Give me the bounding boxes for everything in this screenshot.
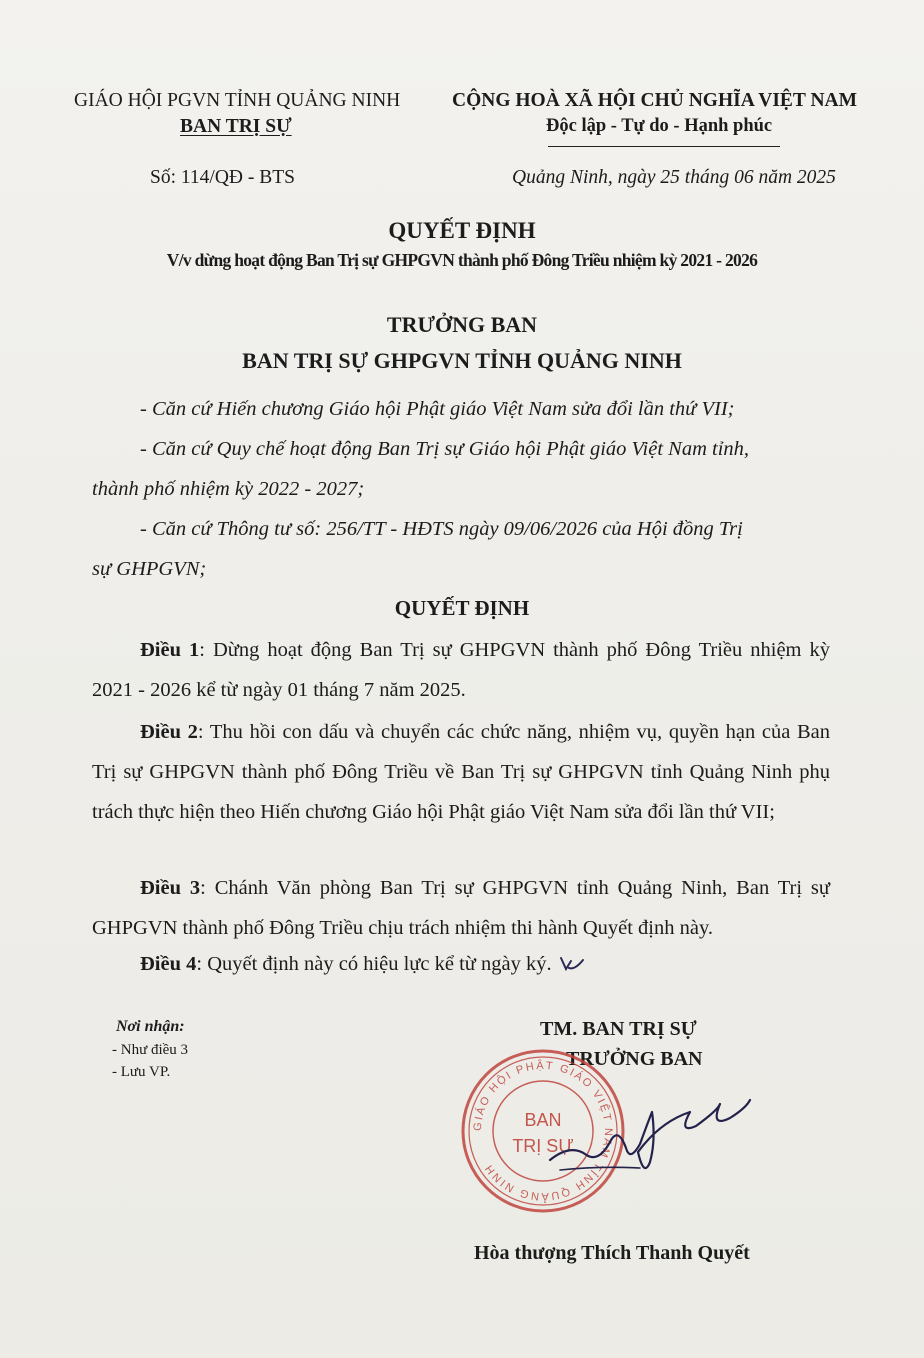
article-3-text: : Chánh Văn phòng Ban Trị sự GHPGVN tỉnh Quảng Ninh, Ban Trị sự GHPGVN thành phố Đông Triều chịu trách nhiệm thi hành Quyết định này. bbox=[92, 877, 831, 939]
article-3 bbox=[92, 868, 830, 948]
article-2-text: : Thu hồi con dấu và chuyển các chức năng, nhiệm vụ, quyền hạn của Ban Trị sự GHPGVN thành phố Đông Triều về Ban Trị sự GHPGVN tỉnh Quảng Ninh phụ trách thực hiện theo Hiến chương Giáo hội Phật giáo Việt Nam sửa đổi lần thứ VII; bbox=[92, 721, 831, 823]
article-4-label: Điều 4 bbox=[140, 953, 197, 975]
article-3-label: Điều 3 bbox=[140, 877, 201, 899]
basis-3-line2: sự GHPGVN; bbox=[92, 558, 207, 580]
recipient-item: - Như điều 3 bbox=[112, 1042, 189, 1058]
place-date: Quảng Ninh, ngày 25 tháng 06 năm 2025 bbox=[512, 167, 836, 188]
signature-on-behalf: TM. BAN TRỊ SỰ bbox=[540, 1018, 697, 1040]
signer-name: Hòa thượng Thích Thanh Quyết bbox=[474, 1242, 750, 1264]
article-1 bbox=[92, 630, 830, 710]
article-4 bbox=[92, 944, 830, 984]
document-subject: V/v dừng hoạt động Ban Trị sự GHPGVN thành phố Đông Triều nhiệm kỳ 2021 - 2026 bbox=[166, 250, 758, 270]
article-2 bbox=[92, 712, 830, 832]
basis-2-line2: thành phố nhiệm kỳ 2022 - 2027; bbox=[92, 478, 365, 500]
issuer-title: TRƯỞNG BAN bbox=[386, 312, 538, 337]
issuing-dept: BAN TRỊ SỰ bbox=[180, 116, 292, 137]
recipient-item: - Lưu VP. bbox=[112, 1064, 171, 1080]
initial-mark-icon bbox=[557, 952, 587, 974]
article-1-text: : Dừng hoạt động Ban Trị sự GHPGVN thành phố Đông Triều nhiệm kỳ 2021 - 2026 kể từ ngày 01 tháng 7 năm 2025. bbox=[92, 639, 830, 701]
document-title: QUYẾT ĐỊNH bbox=[388, 218, 536, 243]
decision-heading: QUYẾT ĐỊNH bbox=[394, 596, 530, 620]
document-number: Số: 114/QĐ - BTS bbox=[150, 167, 296, 188]
motto-underline bbox=[548, 146, 780, 147]
basis-2-line1: - Căn cứ Quy chế hoạt động Ban Trị sự Giáo hội Phật giáo Việt Nam tỉnh, bbox=[140, 438, 750, 460]
issuer-body: BAN TRỊ SỰ GHPGVN TỈNH QUẢNG NINH bbox=[242, 348, 682, 373]
basis-1: - Căn cứ Hiến chương Giáo hội Phật giáo Việt Nam sửa đổi lần thứ VII; bbox=[140, 398, 735, 420]
recipients-title: Nơi nhận: bbox=[116, 1018, 185, 1035]
article-1-label: Điều 1 bbox=[140, 639, 200, 661]
seal-center-line1: BAN bbox=[524, 1110, 562, 1130]
national-title: CỘNG HOÀ XÃ HỘI CHỦ NGHĨA VIỆT NAM bbox=[452, 90, 858, 111]
issuing-org: GIÁO HỘI PGVN TỈNH QUẢNG NINH bbox=[74, 90, 401, 111]
handwritten-signature-icon bbox=[540, 1082, 760, 1192]
signature-position: TRƯỞNG BAN bbox=[566, 1048, 703, 1070]
national-motto: Độc lập - Tự do - Hạnh phúc bbox=[546, 116, 773, 136]
seal-ring-text: GIÁO HỘI PHẬT GIÁO VIỆT NAM TỈNH QUẢNG NINH bbox=[471, 1059, 615, 1203]
article-2-label: Điều 2 bbox=[140, 721, 198, 743]
seal-center-line2: TRỊ SỰ bbox=[512, 1136, 574, 1156]
basis-3-line1: - Căn cứ Thông tư số: 256/TT - HĐTS ngày 09/06/2026 của Hội đồng Trị bbox=[140, 518, 743, 540]
article-4-text: : Quyết định này có hiệu lực kể từ ngày ký. bbox=[196, 953, 552, 975]
